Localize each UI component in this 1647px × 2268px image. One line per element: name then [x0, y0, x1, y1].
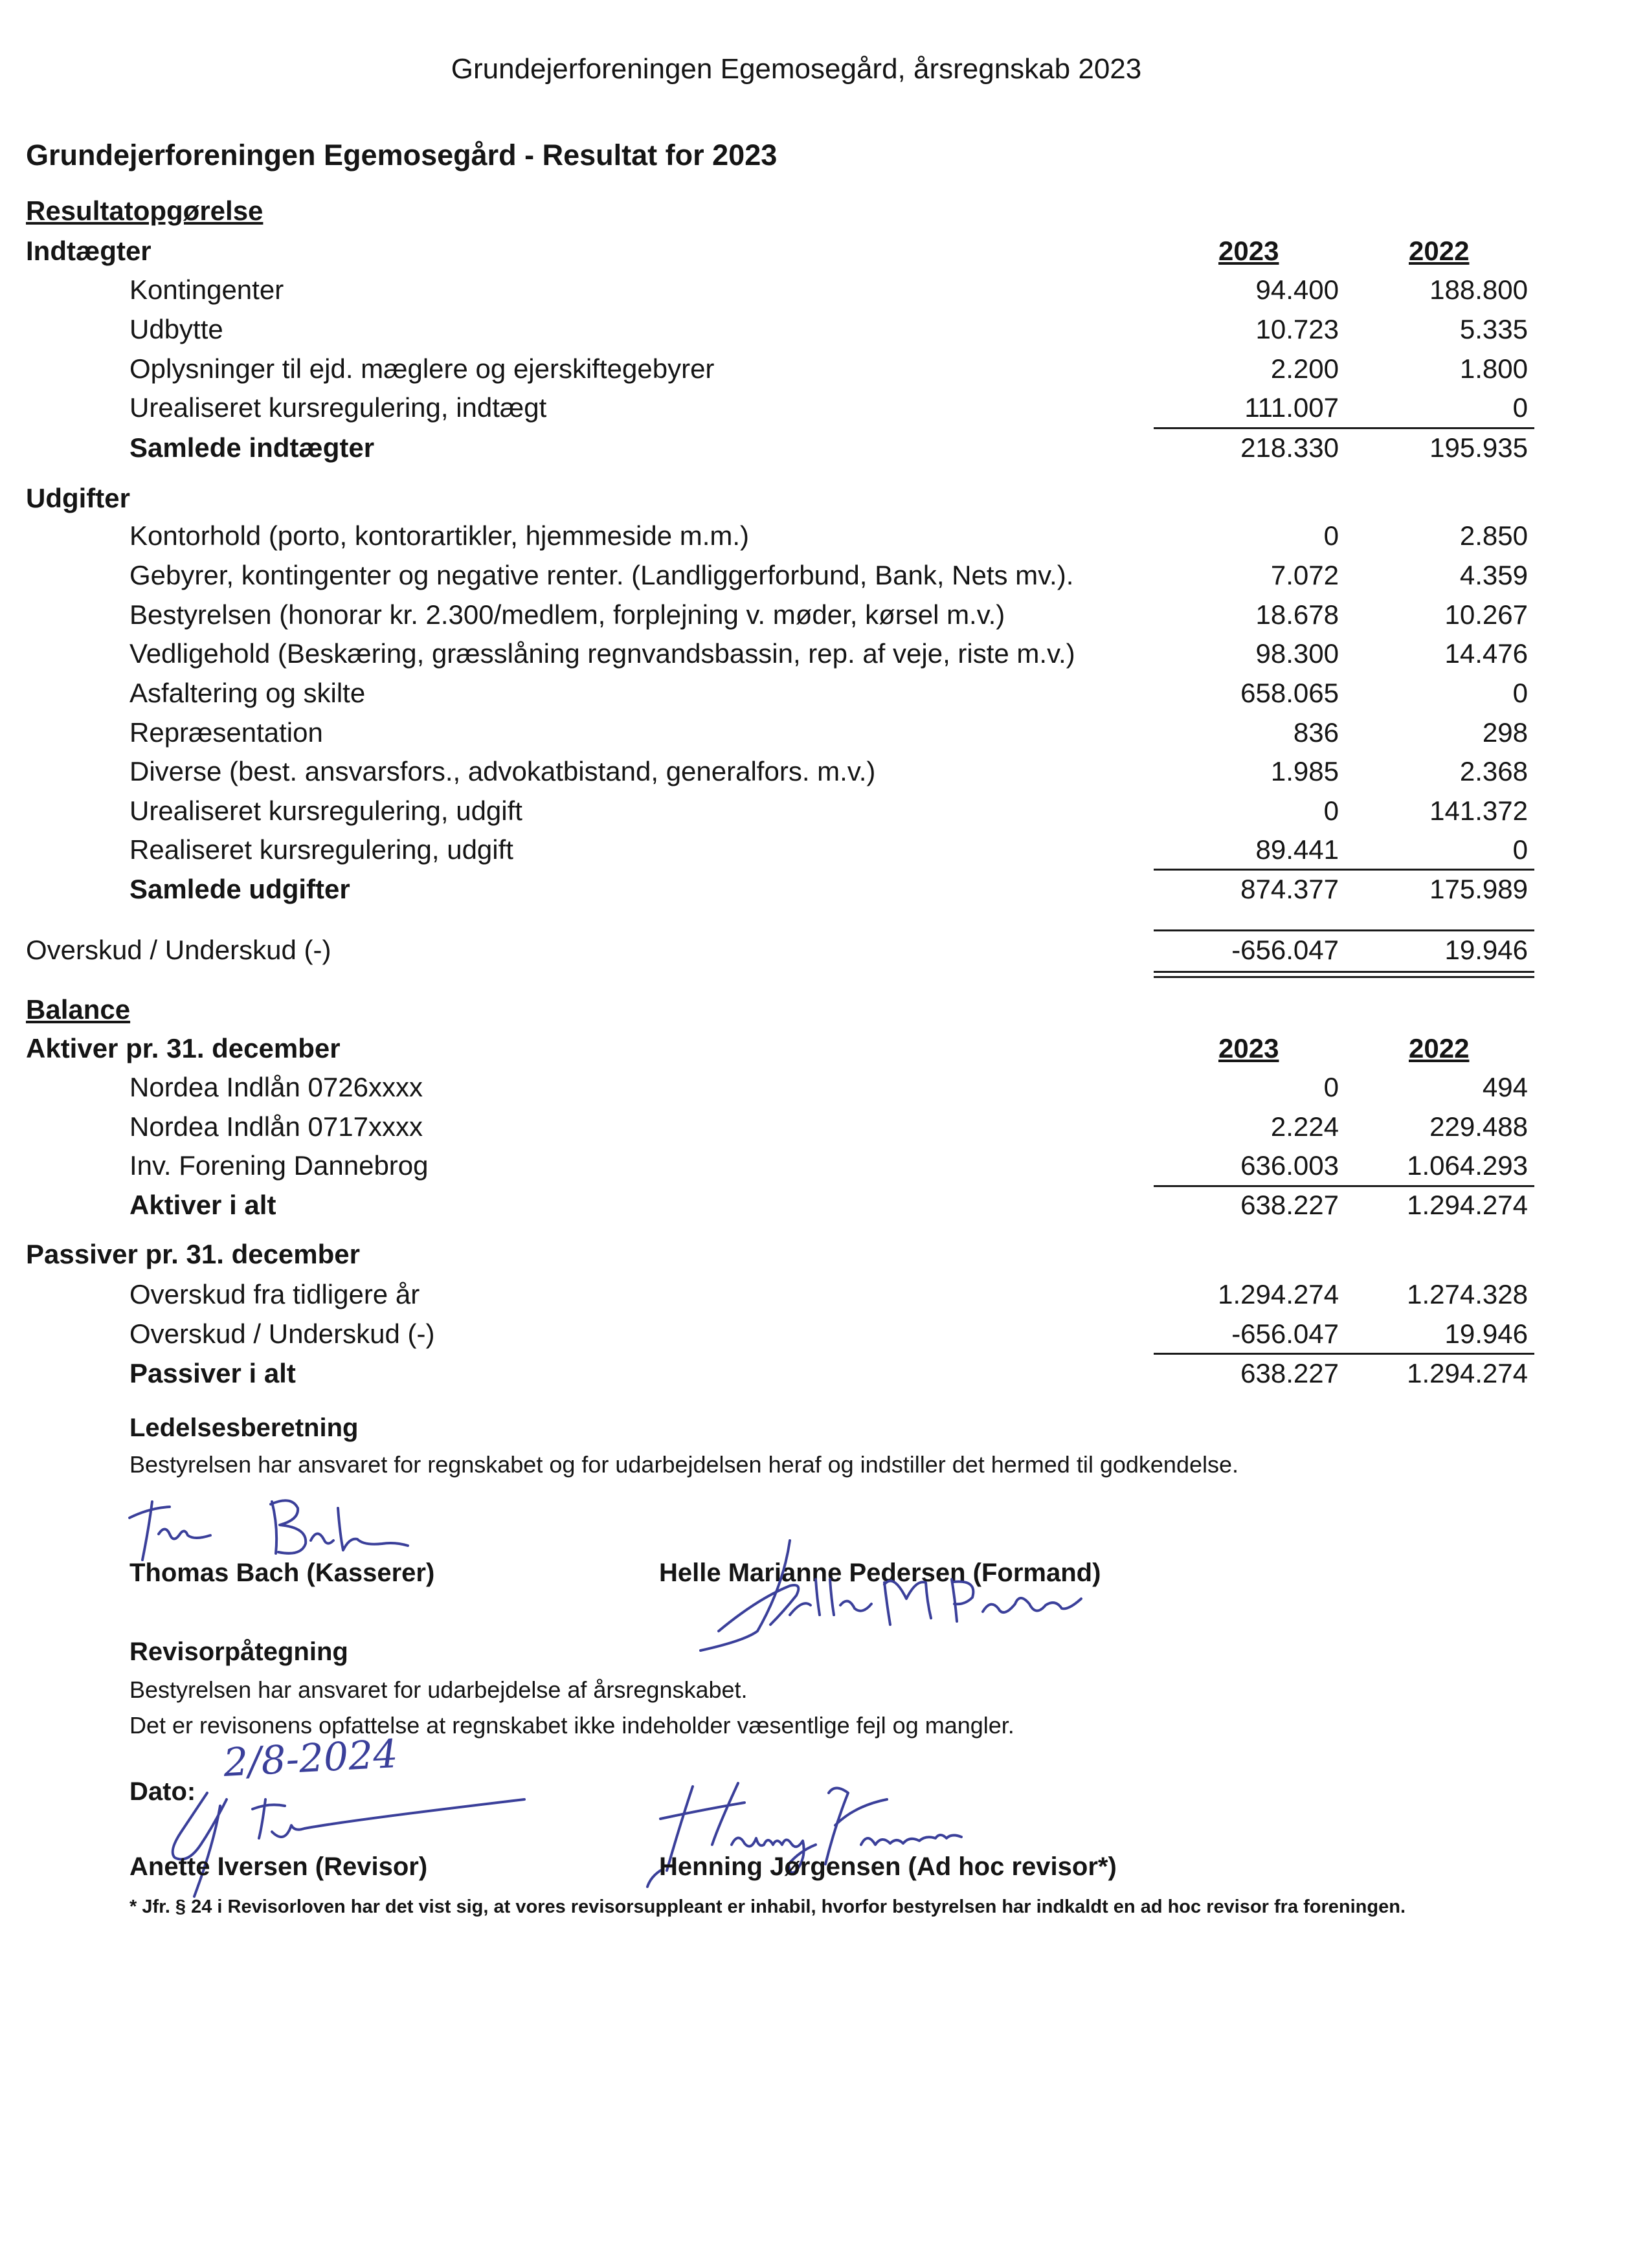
- expense-row: [0, 795, 1647, 832]
- value-2023: 1.985: [1270, 756, 1339, 786]
- value-2023: 89.441: [1255, 834, 1339, 865]
- value-2023: 94.400: [1255, 274, 1339, 305]
- row-label: Nordea Indlån 0717xxxx: [129, 1111, 423, 1142]
- assets-col-2023: 2023: [1218, 1033, 1279, 1063]
- value-2022: 188.800: [1429, 274, 1528, 305]
- value-2022: 175.989: [1429, 874, 1528, 904]
- value-2022: 1.064.293: [1407, 1150, 1528, 1181]
- assets-heading: Aktiver pr. 31. december: [26, 1033, 341, 1063]
- signer-helle-pedersen: Helle Marianne Pedersen (Formand): [659, 1559, 1101, 1587]
- value-2022: 14.476: [1444, 638, 1528, 669]
- value-2023: 18.678: [1255, 599, 1339, 630]
- assets-total-row: [0, 1190, 1647, 1226]
- value-2022: 494: [1482, 1072, 1528, 1102]
- value-2023: 10.723: [1255, 314, 1339, 344]
- value-2023: 98.300: [1255, 638, 1339, 669]
- expense-row: [0, 520, 1647, 557]
- row-label: Overskud / Underskud (-): [26, 935, 331, 965]
- results-heading: Resultatopgørelse: [26, 195, 263, 226]
- row-label: Overskud / Underskud (-): [129, 1318, 435, 1349]
- row-label: Inv. Forening Dannebrog: [129, 1150, 429, 1181]
- subtotal-rule: [1154, 1185, 1534, 1187]
- assets-col-2022: 2022: [1409, 1033, 1470, 1063]
- balance-heading: Balance: [26, 994, 131, 1025]
- row-label: Samlede udgifter: [129, 874, 350, 904]
- expenses-heading: Udgifter: [26, 483, 130, 513]
- value-2023: 218.330: [1240, 432, 1339, 463]
- value-2023: -656.047: [1231, 935, 1339, 965]
- value-2022: 1.294.274: [1407, 1358, 1528, 1388]
- row-label: Vedligehold (Beskæring, græsslåning regnvandsbassin, rep. af veje, riste m.v.): [129, 638, 1075, 669]
- expense-row: [0, 638, 1647, 674]
- audit-heading: Revisorpåtegning: [129, 1638, 348, 1666]
- footnote: * Jfr. § 24 i Revisorloven har det vist sig, at vores revisorsuppleant er inhabil, hvorfor bestyrelsen har indkaldt en ad hoc revisor fra foreningen.: [129, 1896, 1406, 1917]
- value-2022: 195.935: [1429, 432, 1528, 463]
- income-row: [0, 314, 1647, 350]
- audit-line-2: Det er revisonens opfattelse at regnskabet ikke indeholder væsentlige fejl og mangler.: [129, 1712, 1014, 1739]
- row-label: Gebyrer, kontingenter og negative renter. (Landliggerforbund, Bank, Nets mv.).: [129, 560, 1074, 590]
- value-2022: 0: [1512, 678, 1528, 708]
- expense-row: [0, 678, 1647, 714]
- row-label: Overskud fra tidligere år: [129, 1279, 420, 1309]
- value-2022: 1.274.328: [1407, 1279, 1528, 1309]
- signer-anette-iversen: Anette Iversen (Revisor): [129, 1852, 428, 1881]
- value-2023: 874.377: [1240, 874, 1339, 904]
- row-label: Urealiseret kursregulering, udgift: [129, 795, 522, 826]
- value-2022: 0: [1512, 834, 1528, 865]
- handwritten-date: 2/8-2024: [222, 1731, 399, 1786]
- value-2022: 2.850: [1459, 520, 1528, 551]
- row-label: Aktiver i alt: [129, 1190, 276, 1220]
- signer-henning-jorgensen: Henning Jørgensen (Ad hoc revisor*): [659, 1852, 1117, 1881]
- value-2023: 636.003: [1240, 1150, 1339, 1181]
- expense-row: [0, 717, 1647, 753]
- subtotal-rule: [1154, 869, 1534, 871]
- value-2023: 658.065: [1240, 678, 1339, 708]
- date-label: Dato:: [129, 1777, 196, 1806]
- liabilities-heading: Passiver pr. 31. december: [26, 1239, 360, 1269]
- subtotal-rule: [1154, 427, 1534, 429]
- page-header: Grundejerforeningen Egemosegård, årsregnskab 2023: [451, 53, 1142, 85]
- liability-row: [0, 1279, 1647, 1315]
- value-2023: 0: [1323, 1072, 1339, 1102]
- double-rule-lower: [1154, 976, 1534, 978]
- value-2023: 111.007: [1244, 392, 1339, 423]
- value-2022: 229.488: [1429, 1111, 1528, 1142]
- row-label: Passiver i alt: [129, 1358, 296, 1388]
- value-2022: 141.372: [1429, 795, 1528, 826]
- expense-total-row: [0, 874, 1647, 910]
- signer-thomas-bach: Thomas Bach (Kasserer): [129, 1559, 435, 1587]
- value-2023: 1.294.274: [1218, 1279, 1339, 1309]
- value-2023: 7.072: [1270, 560, 1339, 590]
- row-label: Bestyrelsen (honorar kr. 2.300/medlem, forplejning v. møder, kørsel m.v.): [129, 599, 1005, 630]
- income-heading: Indtægter: [26, 236, 151, 266]
- row-label: Realiseret kursregulering, udgift: [129, 834, 513, 865]
- income-col-2022: 2022: [1409, 236, 1470, 266]
- row-label: Urealiseret kursregulering, indtægt: [129, 392, 547, 423]
- management-heading: Ledelsesberetning: [129, 1414, 359, 1442]
- subtotal-rule: [1154, 1353, 1534, 1355]
- asset-row: [0, 1111, 1647, 1148]
- value-2023: 836: [1293, 717, 1339, 748]
- result-row: [0, 935, 1647, 971]
- income-row: [0, 274, 1647, 311]
- result-top-rule: [1154, 929, 1534, 931]
- value-2022: 4.359: [1459, 560, 1528, 590]
- signature-helle-pedersen: [693, 1528, 1081, 1657]
- row-label: Samlede indtægter: [129, 432, 375, 463]
- value-2022: 2.368: [1459, 756, 1528, 786]
- income-total-row: [0, 432, 1647, 469]
- liability-row: [0, 1318, 1647, 1355]
- value-2022: 1.294.274: [1407, 1190, 1528, 1220]
- expense-row: [0, 599, 1647, 636]
- expense-row: [0, 560, 1647, 596]
- value-2022: 298: [1482, 717, 1528, 748]
- value-2023: 2.200: [1270, 353, 1339, 384]
- audit-line-1: Bestyrelsen har ansvaret for udarbejdelse af årsregnskabet.: [129, 1676, 748, 1703]
- row-label: Kontorhold (porto, kontorartikler, hjemmeside m.m.): [129, 520, 750, 551]
- row-label: Kontingenter: [129, 274, 284, 305]
- income-col-2023: 2023: [1218, 236, 1279, 266]
- expense-row: [0, 834, 1647, 871]
- value-2023: 638.227: [1240, 1190, 1339, 1220]
- value-2023: 2.224: [1270, 1111, 1339, 1142]
- row-label: Repræsentation: [129, 717, 323, 748]
- value-2023: 638.227: [1240, 1358, 1339, 1388]
- value-2023: -656.047: [1231, 1318, 1339, 1349]
- value-2022: 19.946: [1444, 1318, 1528, 1349]
- value-2022: 19.946: [1444, 935, 1528, 965]
- income-row: [0, 392, 1647, 428]
- row-label: Asfaltering og skilte: [129, 678, 366, 708]
- value-2022: 5.335: [1459, 314, 1528, 344]
- row-label: Nordea Indlån 0726xxxx: [129, 1072, 423, 1102]
- signature-anette-iversen: [155, 1786, 544, 1903]
- asset-row: [0, 1150, 1647, 1186]
- value-2022: 1.800: [1459, 353, 1528, 384]
- row-label: Diverse (best. ansvarsfors., advokatbistand, generalfors. m.v.): [129, 756, 876, 786]
- value-2023: 0: [1323, 520, 1339, 551]
- row-label: Udbytte: [129, 314, 223, 344]
- double-rule-upper: [1154, 971, 1534, 973]
- asset-row: [0, 1072, 1647, 1108]
- management-text: Bestyrelsen har ansvaret for regnskabet og for udarbejdelsen heraf og indstiller det hermed til godkendelse.: [129, 1451, 1239, 1478]
- value-2023: 0: [1323, 795, 1339, 826]
- expense-row: [0, 756, 1647, 792]
- liabilities-total-row: [0, 1358, 1647, 1394]
- value-2022: 0: [1512, 392, 1528, 423]
- income-row: [0, 353, 1647, 390]
- document-title: Grundejerforeningen Egemosegård - Resultat for 2023: [26, 139, 778, 172]
- value-2022: 10.267: [1444, 599, 1528, 630]
- row-label: Oplysninger til ejd. mæglere og ejerskiftegebyrer: [129, 353, 715, 384]
